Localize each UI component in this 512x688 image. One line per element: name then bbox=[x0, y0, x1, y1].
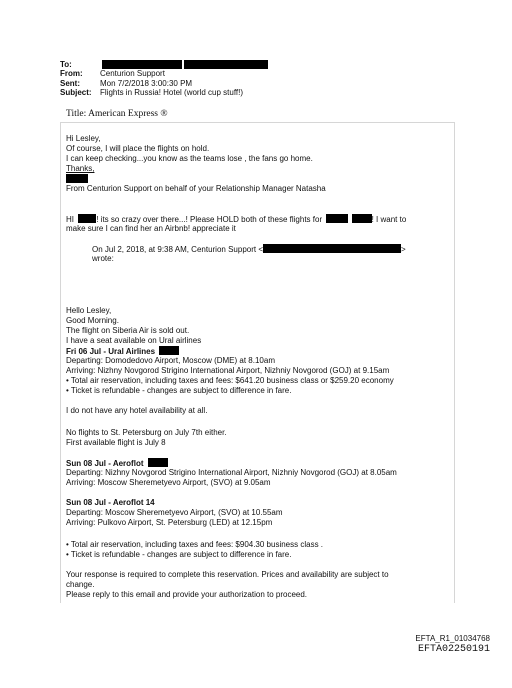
email-header bbox=[60, 60, 268, 98]
redaction-bar bbox=[326, 214, 348, 223]
message-text: ! I want to bbox=[371, 215, 407, 224]
flight3-bullets bbox=[66, 540, 323, 560]
to-label: To: bbox=[60, 59, 72, 69]
reply-line: Of course, I will place the flights on hold. bbox=[66, 144, 210, 153]
body-line: Good Morning. bbox=[66, 316, 119, 325]
redaction-bar bbox=[148, 458, 168, 467]
sent-row bbox=[60, 79, 268, 89]
redaction-bar bbox=[159, 346, 179, 355]
body-line: change. bbox=[66, 580, 95, 589]
message-line bbox=[66, 214, 406, 224]
quote-text-end: > bbox=[401, 245, 406, 254]
from-label: From: bbox=[60, 69, 83, 79]
quoted-body bbox=[66, 306, 394, 396]
document-title: Title: American Express ® bbox=[66, 109, 168, 119]
flight-arriving: Arriving: Pulkovo Airport, St. Petersburg (LED) at 12.15pm bbox=[66, 518, 273, 527]
flight-arriving: Arriving: Nizhny Novgorod Strigino International Airport, Nizhniy Novgorod (GOJ) at 9.15am bbox=[66, 366, 390, 375]
reply-signoff: From Centurion Support on behalf of your Relationship Manager Natasha bbox=[66, 184, 326, 193]
redaction-bar bbox=[352, 214, 372, 223]
body-line: I do not have any hotel availability at all. bbox=[66, 406, 208, 415]
body-line: Your response is required to complete this reservation. Prices and availability are subject to bbox=[66, 570, 389, 579]
redaction-bar bbox=[102, 60, 182, 69]
message-hi: HI bbox=[66, 215, 74, 224]
flight-bullet: • Ticket is refundable - changes are subject to difference in fare. bbox=[66, 550, 292, 559]
reply-section bbox=[66, 134, 326, 194]
flight-title: Sun 08 Jul - Aeroflot 14 bbox=[66, 498, 155, 507]
flight-title: Sun 08 Jul - Aeroflot bbox=[66, 458, 397, 468]
reply-thanks: Thanks, bbox=[66, 164, 95, 173]
bates-id-large: EFTA02250191 bbox=[417, 644, 490, 655]
sent-label: Sent: bbox=[60, 78, 80, 88]
reply-greeting: Hi Lesley, bbox=[66, 134, 101, 143]
spb-note bbox=[66, 428, 227, 448]
from-value: Centurion Support bbox=[100, 69, 165, 79]
redaction-bar bbox=[263, 244, 401, 253]
bates-id-small: EFTA_R1_01034768 bbox=[415, 634, 490, 643]
hotel-note bbox=[66, 406, 207, 416]
response-note bbox=[66, 570, 389, 600]
body-line: Please reply to this email and provide your authorization to proceed. bbox=[66, 590, 308, 599]
flight-departing: Departing: Domodedovo Airport, Moscow (DME) at 8.10am bbox=[66, 356, 275, 365]
quote-wrote: wrote: bbox=[92, 254, 114, 263]
subject-value: Flights in Russia! Hotel (world cup stuff!) bbox=[100, 88, 244, 98]
flight2-section bbox=[66, 458, 397, 488]
message-line: make sure I can find her an Airbnb! appreciate it bbox=[66, 224, 236, 233]
redaction-bar bbox=[78, 214, 96, 223]
sent-value: Mon 7/2/2018 3:00:30 PM bbox=[100, 78, 193, 88]
client-message bbox=[66, 214, 406, 234]
flight-bullet: • Ticket is refundable - changes are subject to difference in fare. bbox=[66, 386, 292, 395]
to-row bbox=[60, 60, 268, 70]
quote-line bbox=[92, 244, 406, 254]
body-line: I have a seat available on Ural airlines bbox=[66, 336, 202, 345]
reply-line: I can keep checking...you know as the teams lose , the fans go home. bbox=[66, 154, 313, 163]
redaction-bar bbox=[184, 60, 268, 69]
flight-bullet: • Total air reservation, including taxes and fees: $641.20 business class or $259.20 economy bbox=[66, 376, 394, 385]
body-line: The flight on Siberia Air is sold out. bbox=[66, 326, 190, 335]
flight-departing: Departing: Moscow Sheremetyevo Airport, (SVO) at 10.55am bbox=[66, 508, 283, 517]
from-row bbox=[60, 70, 268, 80]
quote-text: On Jul 2, 2018, at 9:38 AM, Centurion Support < bbox=[92, 245, 263, 254]
flight-bullet: • Total air reservation, including taxes and fees: $904.30 business class . bbox=[66, 540, 324, 549]
flight-arriving: Arriving: Moscow Sheremetyevo Airport, (SVO) at 9.05am bbox=[66, 478, 271, 487]
subject-label: Subject: bbox=[60, 88, 92, 98]
quote-header bbox=[92, 244, 406, 264]
subject-row bbox=[60, 89, 268, 99]
body-line: Hello Lesley, bbox=[66, 306, 112, 315]
signature-redaction bbox=[66, 174, 326, 184]
body-line: First available flight is July 8 bbox=[66, 438, 166, 447]
flight3-section bbox=[66, 498, 283, 528]
flight-title: Fri 06 Jul - Ural Airlines bbox=[66, 346, 394, 356]
message-text: ! its so crazy over there...! Please HOLD both of these flights for bbox=[96, 215, 323, 224]
flight-departing: Departing: Nizhny Novgorod Strigino International Airport, Nizhniy Novgorod (GOJ) at 8.05am bbox=[66, 468, 397, 477]
body-line: No flights to St. Petersburg on July 7th either. bbox=[66, 428, 227, 437]
